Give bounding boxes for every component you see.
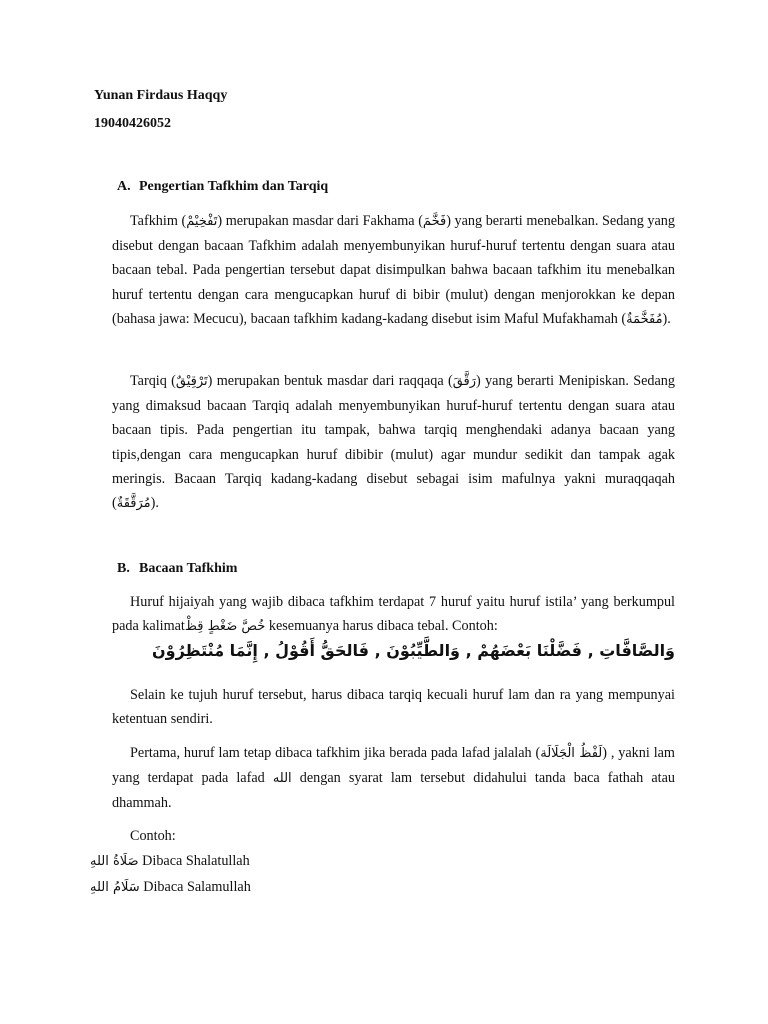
section-b-heading: [117, 561, 237, 577]
example-salamullah: [90, 879, 251, 896]
example-1-arabic: صَلَاةُ اللهِ: [90, 854, 139, 869]
p3-arabic-kalimat: خُصَّ ضَغْطٍ قِظْ: [184, 619, 266, 635]
p2-arabic-tarqiq: تَرْقِيْقٌ: [175, 374, 208, 389]
example-2-arabic: سَلَامُ اللهِ: [90, 880, 140, 895]
author-name: Yunan Firdaus Haqqy: [94, 88, 228, 103]
p1-arabic-fakhama: فَخَّمَ: [422, 214, 447, 229]
example-shalatullah: [90, 853, 250, 870]
p2-text-2: ) merupakan bentuk masdar dari raqqaqa (: [207, 373, 453, 389]
p1-arabic-mufakhamah: مُفَخَّمَةٌ: [626, 311, 663, 327]
section-b-title: Bacaan Tafkhim: [139, 561, 238, 576]
p1-text-2: ) merupakan masdar dari Fakhama (: [217, 213, 423, 229]
p5-arabic-lafdhul-jalalah: لَفْظُ الْجَلَالَة: [540, 746, 603, 761]
p2-text-3: ) yang berarti Menipiskan. Sedang yang dimaksud bacaan Tarqiq adalah menyembunyikan huruf-huruf tertentu dengan suara atau bacaan tipis. Pada pengertian itu tampak, bahwa tarqiq menghendaki adanya bacaan yang tipis,dengan cara mengucapkan huruf dibibir (mulut) agar mundur sedikit dan tampak agak meringis. Bacaan Tarqiq kadang-kadang disebut sebagai isim mafulnya yakni muraqqaqah (: [112, 373, 675, 512]
p3-text-2: kesemuanya harus dibaca tebal. Contoh:: [265, 618, 498, 635]
paragraph-lafad-jalalah: [112, 741, 675, 816]
p3-arabic-examples: وَالصَّافَّاتِ , فَضَّلْنَا بَعْضَهُمْ , وَالطَّيِّبُوْنَ , فَالحَقُّ أَقُوْلُ , إِنَّمَا مُنْتَظِرُوْنَ: [151, 641, 675, 661]
author-nim: 19040426052: [94, 116, 171, 131]
p2-text-1: Tarqiq (: [130, 373, 176, 389]
p5-text-3: dengan syarat lam tersebut didahului tanda baca fathah atau dhammah.: [112, 770, 675, 812]
paragraph-huruf-tafkhim: [112, 590, 675, 664]
p2-arabic-muraqqaqah: مُرَقَّقَةٌ: [116, 496, 151, 512]
p5-text-1: Pertama, huruf lam tetap dibaca tafkhim jika berada pada lafad jalalah (: [130, 745, 541, 761]
p1-text-1: Tafkhim (: [130, 213, 187, 229]
p5-text-2: ) , yakni lam yang terdapat pada lafad: [112, 745, 675, 787]
p4-text: Selain ke tujuh huruf tersebut, harus dibaca tarqiq kecuali huruf lam dan ra yang mempunyai ketentuan sendiri.: [112, 687, 675, 728]
p1-arabic-tafkhim: تَفْخِيْمْ: [186, 214, 218, 229]
section-a-title: Pengertian Tafkhim dan Tarqiq: [139, 179, 329, 194]
contoh-label: Contoh:: [130, 828, 176, 844]
paragraph-lam-ra: [112, 683, 675, 731]
example-1-text: Dibaca Shalatullah: [142, 853, 250, 869]
section-b-label: B.: [117, 561, 130, 576]
p1-text-4: ).: [662, 310, 671, 327]
p2-arabic-raqqaqa: رَقَّقَ: [452, 374, 477, 389]
section-a-label: A.: [117, 179, 131, 194]
section-a-heading: [117, 179, 328, 195]
example-2-text: Dibaca Salamullah: [143, 879, 251, 895]
paragraph-tafkhim-definition: [112, 209, 675, 332]
p3-text-1: Huruf hijaiyah yang wajib dibaca tafkhim terdapat 7 huruf yaitu huruf istila’ yang berkumpul pada kalimat: [112, 594, 675, 635]
p2-text-4: ).: [150, 495, 159, 512]
p5-arabic-allah: الله: [272, 771, 292, 787]
p1-text-3: ) yang berarti menebalkan. Sedang yang disebut dengan bacaan Tafkhim adalah menyembunyikan huruf-huruf tertentu dengan suara atau bacaan tebal. Pada pengertian tersebut dapat disimpulkan bahwa bacaan tafkhim itu menebalkan huruf tertentu dengan cara mengucapkan huruf di bibir (mulut) dengan menjorokkan ke depan (bahasa jawa: Mecucu), bacaan tafkhim kadang-kadang disebut isim Maful Mufakhamah (: [112, 213, 675, 327]
paragraph-tarqiq-definition: [112, 369, 675, 516]
